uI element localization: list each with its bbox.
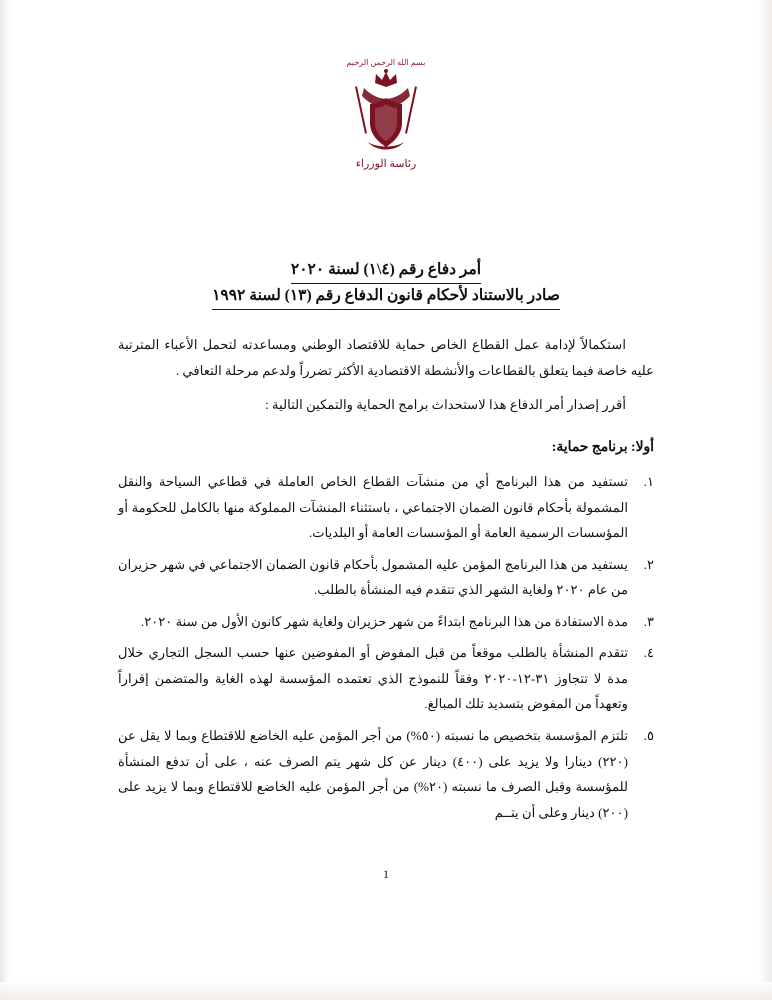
list-item-number: ٤. [643, 645, 654, 661]
page-number: 1 [383, 867, 389, 881]
list-item [118, 552, 654, 603]
scan-edge-bottom [0, 982, 772, 1000]
emblem-caption: رئاسة الوزراء [355, 158, 417, 170]
list-item-text: تستفيد من هذا البرنامج أي من منشآت القطاع الخاص العاملة في قطاعي السياحة والنقل المشمولة بأحكام قانون الضمان الاجتماعي ، باستثناء المنشآت المملوكة منها بالكامل للحكومة أو المؤسسات الرسمية العامة أو المؤسسات العامة أو البلديات. [118, 474, 628, 541]
list-item-text: تتقدم المنشأة بالطلب موقعاً من قبل المفوض أو المفوضين عنها حسب السجل التجاري خلال مدة لا تتجاوز ٣١-١٢-٢٠٢٠ وفقاً للنموذج الذي تعتمده المؤسسة لهذه الغاية والمتضمن إقراراً وتعهداً من المفوض بتسديد تلك المبالغ. [118, 645, 629, 712]
list-item-text: تلتزم المؤسسة بتخصيص ما نسبته (٥٠%) من أجر المؤمن عليه الخاضع للاقتطاع وبما لا يقل عن (٢٢٠) دينارا ولا يزيد على (٤٠٠) دينار عن كل شهر يتم الصرف عنه ، على أن تدفع المنشأة للمؤسسة وقبل الصرف ما نسبته (٢٠%) من أجر المؤمن عليه الخاضع للاقتطاع وبما لا يزيد على (٢٠٠) دينار وعلى أن يتــم [118, 728, 628, 820]
document-title [118, 258, 654, 310]
intro-paragraph-2: أقرر إصدار أمر الدفاع هذا لاستحداث برامج الحماية والتمكين التالية : [265, 396, 626, 412]
clause-list [118, 469, 654, 825]
title-line-2: صادر بالاستناد لأحكام قانون الدفاع رقم (١٣) لسنة ١٩٩٢ [212, 284, 560, 310]
list-item-number: ٣. [643, 613, 654, 629]
list-item-number: ١. [643, 474, 654, 490]
list-item-text: يستفيد من هذا البرنامج المؤمن عليه المشمول بأحكام قانون الضمان الاجتماعي في شهر حزيران من عام ٢٠٢٠ ولغاية الشهر الذي تتقدم فيه المنشأة بالطلب. [118, 556, 628, 598]
list-item [118, 469, 654, 546]
intro-paragraph-1: استكمالاً لإدامة عمل القطاع الخاص حماية للاقتصاد الوطني ومساعدته لتحمل الأعباء المترتبة عليه خاصة فيما يتعلق بالقطاعات والأنشطة الاقتصادية الأكثر تضرراً ولدعم مرحلة التعافي . [118, 337, 654, 378]
crown-shield-icon [350, 68, 422, 154]
emblem-block [118, 0, 654, 172]
title-line-1: أمر دفاع رقم (٤\١) لسنة ٢٠٢٠ [291, 258, 481, 284]
list-item [118, 640, 654, 717]
list-item-number: ٥. [643, 728, 654, 744]
section-heading: أولا: برنامج حماية: [551, 439, 654, 455]
list-item-text: مدة الاستفادة من هذا البرنامج ابتداءً من شهر حزيران ولغاية شهر كانون الأول من سنة ٢٠٢٠. [140, 613, 628, 629]
basmala-text: بسم الله الرحمن الرحيم [346, 58, 426, 67]
list-item-number: ٢. [643, 556, 654, 572]
jordan-coat-of-arms [326, 58, 446, 170]
list-item [118, 723, 654, 825]
list-item [118, 609, 654, 635]
